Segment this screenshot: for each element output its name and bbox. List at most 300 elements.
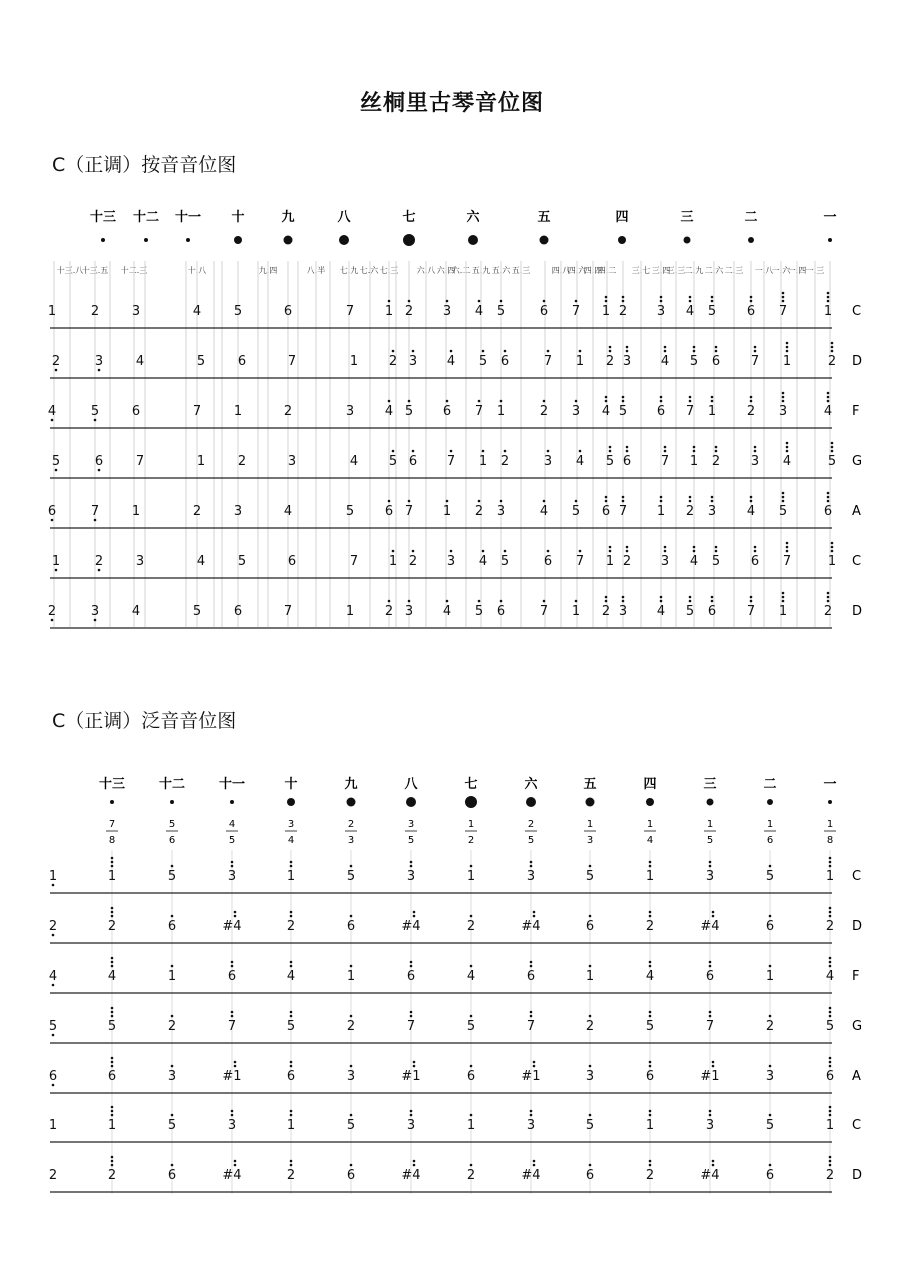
octave-dot — [533, 1164, 536, 1167]
note: 3 — [131, 304, 141, 319]
note: 4 — [446, 354, 456, 369]
note: 4 — [601, 404, 611, 419]
open-string-note: 5 — [48, 1019, 58, 1034]
octave-dot — [693, 446, 696, 449]
octave-dot — [754, 546, 757, 549]
octave-dot — [589, 915, 592, 918]
octave-dot — [693, 450, 696, 453]
ratio-denominator: 5 — [228, 835, 236, 846]
note: 5 — [388, 454, 398, 469]
octave-dot — [482, 550, 485, 553]
octave-dot — [290, 1110, 293, 1113]
note: 4 — [575, 454, 585, 469]
octave-dot — [829, 1114, 832, 1117]
hui-label: 十三 — [98, 777, 126, 792]
note: 6 — [47, 504, 57, 519]
octave-dot — [408, 300, 411, 303]
ratio-numerator: 1 — [826, 819, 834, 830]
note: 1 — [601, 304, 611, 319]
octave-dot — [831, 542, 834, 545]
hui-dot — [646, 798, 654, 806]
octave-dot — [664, 546, 667, 549]
octave-dot — [829, 1011, 832, 1014]
string-key-label: A — [852, 1069, 861, 1084]
octave-dot — [392, 450, 395, 453]
octave-dot — [622, 596, 625, 599]
hui-dot — [144, 238, 148, 242]
note: 1 — [605, 554, 615, 569]
octave-dot — [589, 1015, 592, 1018]
hui-dot — [234, 236, 242, 244]
note: 1 — [478, 454, 488, 469]
sub-hui-label: 五.九 — [471, 266, 491, 275]
octave-dot — [786, 542, 789, 545]
octave-dot — [171, 1015, 174, 1018]
note: 3 — [404, 604, 414, 619]
harmonic-note: 1 — [466, 869, 476, 884]
hui-label: 十一 — [174, 210, 202, 225]
ratio-denominator: 8 — [826, 835, 834, 846]
hui-label: 一 — [823, 777, 837, 792]
note: 3 — [750, 454, 760, 469]
octave-dot — [649, 915, 652, 918]
octave-dot — [829, 907, 832, 910]
octave-dot — [712, 1160, 715, 1163]
octave-dot — [413, 1061, 416, 1064]
note: 1 — [575, 354, 585, 369]
octave-dot — [231, 861, 234, 864]
octave-dot — [715, 350, 718, 353]
octave-dot — [750, 296, 753, 299]
octave-dot — [171, 1065, 174, 1068]
note: 1 — [131, 504, 141, 519]
harmonic-note: 6 — [406, 969, 416, 984]
octave-dot — [388, 400, 391, 403]
octave-dot — [543, 300, 546, 303]
note: 4 — [384, 404, 394, 419]
octave-dot — [769, 865, 772, 868]
octave-dot — [782, 496, 785, 499]
octave-dot — [715, 346, 718, 349]
hui-dot — [540, 236, 549, 245]
octave-dot — [649, 1114, 652, 1117]
octave-dot — [111, 857, 114, 860]
note: 3 — [442, 304, 452, 319]
sub-hui-label: 三.七 — [631, 266, 651, 275]
octave-dot — [605, 400, 608, 403]
sub-hui-label: 一.四 — [787, 266, 807, 275]
octave-dot — [231, 1015, 234, 1018]
octave-dot — [829, 861, 832, 864]
octave-dot — [711, 396, 714, 399]
octave-dot — [754, 450, 757, 453]
octave-dot — [530, 1015, 533, 1018]
octave-dot — [111, 1156, 114, 1159]
hui-dot — [684, 237, 691, 244]
sub-hui-label: 四.六 — [567, 266, 587, 275]
harmonic-note: 4 — [107, 969, 117, 984]
note: 7 — [283, 604, 293, 619]
octave-dot — [500, 500, 503, 503]
octave-dot — [689, 296, 692, 299]
octave-dot — [290, 865, 293, 868]
note: 6 — [496, 604, 506, 619]
harmonic-note: 3 — [406, 869, 416, 884]
hui-dot — [230, 800, 234, 804]
sub-hui-label: 四.八 — [551, 266, 571, 275]
octave-dot — [171, 965, 174, 968]
note: 7 — [474, 404, 484, 419]
note: 7 — [404, 504, 414, 519]
octave-dot — [709, 861, 712, 864]
octave-dot — [689, 396, 692, 399]
octave-dot — [446, 500, 449, 503]
octave-dot — [689, 400, 692, 403]
octave-dot — [478, 400, 481, 403]
note: 5 — [478, 354, 488, 369]
octave-dot — [786, 346, 789, 349]
octave-dot — [689, 496, 692, 499]
octave-dot — [660, 500, 663, 503]
octave-dot — [52, 1034, 55, 1037]
note: 2 — [823, 604, 833, 619]
open-string-note: 6 — [48, 1069, 58, 1084]
note: 2 — [618, 304, 628, 319]
octave-dot — [111, 1114, 114, 1117]
note: 5 — [778, 504, 788, 519]
note: 4 — [660, 354, 670, 369]
sub-hui-label: 十.八 — [187, 266, 207, 275]
octave-dot — [388, 300, 391, 303]
octave-dot — [111, 915, 114, 918]
sub-hui-label: 一.八 — [754, 266, 774, 275]
note: 2 — [192, 504, 202, 519]
hui-label: 七 — [402, 210, 416, 225]
octave-dot — [712, 1164, 715, 1167]
harmonic-note: #4 — [700, 919, 720, 934]
note: 6 — [622, 454, 632, 469]
octave-dot — [51, 619, 54, 622]
octave-dot — [829, 1106, 832, 1109]
octave-dot — [715, 546, 718, 549]
harmonic-note: #4 — [222, 1168, 242, 1183]
octave-dot — [660, 496, 663, 499]
harmonic-note: 4 — [466, 969, 476, 984]
harmonic-note: 6 — [765, 1168, 775, 1183]
octave-dot — [754, 350, 757, 353]
hui-dot — [526, 797, 536, 807]
octave-dot — [500, 600, 503, 603]
note: 6 — [384, 504, 394, 519]
octave-dot — [530, 965, 533, 968]
sub-hui-label: 四.二 — [597, 266, 617, 275]
octave-dot — [413, 1160, 416, 1163]
sub-hui-label: 三.四 — [651, 266, 671, 275]
octave-dot — [750, 500, 753, 503]
note: 6 — [408, 454, 418, 469]
octave-dot — [649, 961, 652, 964]
harmonic-note: 1 — [825, 1118, 835, 1133]
sub-hui-label: 九.四 — [258, 266, 278, 275]
octave-dot — [547, 350, 550, 353]
note: 2 — [94, 554, 104, 569]
octave-dot — [649, 1061, 652, 1064]
hui-label: 二 — [763, 777, 777, 792]
octave-dot — [782, 392, 785, 395]
octave-dot — [478, 500, 481, 503]
harmonic-note: #1 — [401, 1069, 421, 1084]
ratio-denominator: 6 — [766, 835, 774, 846]
note: 2 — [711, 454, 721, 469]
octave-dot — [750, 496, 753, 499]
octave-dot — [450, 550, 453, 553]
note: 5 — [618, 404, 628, 419]
hui-label: 九 — [344, 777, 358, 792]
hui-dot — [707, 799, 714, 806]
ratio-numerator: 5 — [168, 819, 176, 830]
octave-dot — [94, 419, 97, 422]
octave-dot — [111, 1007, 114, 1010]
octave-dot — [52, 1084, 55, 1087]
open-string-note: 1 — [48, 869, 58, 884]
octave-dot — [829, 911, 832, 914]
octave-dot — [829, 1065, 832, 1068]
harmonic-note: 3 — [765, 1069, 775, 1084]
octave-dot — [234, 1164, 237, 1167]
octave-dot — [750, 600, 753, 603]
harmonic-note: 5 — [286, 1019, 296, 1034]
octave-dot — [711, 400, 714, 403]
octave-dot — [234, 911, 237, 914]
octave-dot — [234, 915, 237, 918]
note: 1 — [827, 554, 837, 569]
octave-dot — [589, 865, 592, 868]
hui-dot — [284, 236, 293, 245]
note: 4 — [47, 404, 57, 419]
octave-dot — [831, 342, 834, 345]
octave-dot — [605, 296, 608, 299]
octave-dot — [750, 596, 753, 599]
note: 1 — [778, 604, 788, 619]
harmonic-note: 2 — [466, 1168, 476, 1183]
note: 5 — [90, 404, 100, 419]
sub-hui-label: 一.三 — [805, 266, 825, 275]
ratio-denominator: 5 — [407, 835, 415, 846]
octave-dot — [231, 1011, 234, 1014]
octave-dot — [171, 915, 174, 918]
octave-dot — [786, 442, 789, 445]
note: 7 — [685, 404, 695, 419]
note: 2 — [605, 354, 615, 369]
octave-dot — [782, 596, 785, 599]
hui-label: 二 — [744, 210, 758, 225]
octave-dot — [786, 450, 789, 453]
note: 3 — [135, 554, 145, 569]
octave-dot — [51, 519, 54, 522]
string-key-label: D — [852, 1168, 863, 1183]
octave-dot — [350, 1114, 353, 1117]
octave-dot — [754, 446, 757, 449]
hui-dot — [618, 236, 626, 244]
octave-dot — [622, 396, 625, 399]
note: 4 — [442, 604, 452, 619]
octave-dot — [412, 450, 415, 453]
octave-dot — [829, 1110, 832, 1113]
octave-dot — [709, 1114, 712, 1117]
note: 2 — [622, 554, 632, 569]
octave-dot — [111, 1061, 114, 1064]
octave-dot — [547, 550, 550, 553]
octave-dot — [782, 396, 785, 399]
octave-dot — [350, 915, 353, 918]
octave-dot — [782, 592, 785, 595]
harmonic-note: 6 — [825, 1069, 835, 1084]
open-string-note: 4 — [48, 969, 58, 984]
harmonic-note: #4 — [401, 919, 421, 934]
octave-dot — [388, 500, 391, 503]
octave-dot — [547, 450, 550, 453]
octave-dot — [392, 350, 395, 353]
octave-dot — [350, 1015, 353, 1018]
sub-hui-label: 八.半 — [306, 266, 326, 275]
harmonic-note: 2 — [825, 919, 835, 934]
octave-dot — [712, 915, 715, 918]
octave-dot — [350, 865, 353, 868]
ratio-numerator: 3 — [407, 819, 415, 830]
octave-dot — [55, 369, 58, 372]
octave-dot — [622, 400, 625, 403]
hui-dot — [748, 237, 754, 243]
octave-dot — [649, 861, 652, 864]
octave-dot — [829, 957, 832, 960]
octave-dot — [111, 1106, 114, 1109]
note: 5 — [192, 604, 202, 619]
note: 3 — [94, 354, 104, 369]
hui-dot — [586, 798, 595, 807]
harmonic-note: 4 — [825, 969, 835, 984]
octave-dot — [689, 596, 692, 599]
hui-label: 五 — [537, 210, 551, 225]
harmonic-note: 4 — [286, 969, 296, 984]
note: 4 — [782, 454, 792, 469]
hui-dot — [465, 796, 477, 808]
octave-dot — [111, 907, 114, 910]
octave-dot — [413, 915, 416, 918]
harmonic-note: #1 — [521, 1069, 541, 1084]
note: 7 — [782, 554, 792, 569]
octave-dot — [689, 600, 692, 603]
octave-dot — [709, 1110, 712, 1113]
page-title: 丝桐里古琴音位图 — [359, 91, 544, 116]
octave-dot — [750, 300, 753, 303]
octave-dot — [413, 911, 416, 914]
note: 7 — [543, 354, 553, 369]
octave-dot — [709, 961, 712, 964]
octave-dot — [171, 1164, 174, 1167]
note: 7 — [571, 304, 581, 319]
note: 3 — [233, 504, 243, 519]
hui-dot — [101, 238, 105, 242]
harmonic-note: 7 — [227, 1019, 237, 1034]
octave-dot — [111, 911, 114, 914]
octave-dot — [831, 550, 834, 553]
octave-dot — [231, 965, 234, 968]
octave-dot — [410, 1015, 413, 1018]
octave-dot — [709, 865, 712, 868]
octave-dot — [111, 957, 114, 960]
octave-dot — [831, 446, 834, 449]
octave-dot — [786, 446, 789, 449]
octave-dot — [543, 400, 546, 403]
octave-dot — [589, 1114, 592, 1117]
octave-dot — [626, 350, 629, 353]
hui-label: 十二 — [158, 777, 186, 792]
hui-label: 六 — [524, 777, 538, 792]
note: 1 — [656, 504, 666, 519]
hui-label: 四 — [643, 777, 657, 792]
harmonic-note: 6 — [107, 1069, 117, 1084]
sub-hui-label: 二.九 — [684, 266, 704, 275]
octave-dot — [290, 1164, 293, 1167]
octave-dot — [392, 550, 395, 553]
octave-dot — [829, 865, 832, 868]
octave-dot — [171, 1114, 174, 1117]
octave-dot — [500, 400, 503, 403]
note: 4 — [478, 554, 488, 569]
harmonic-note: 6 — [346, 1168, 356, 1183]
octave-dot — [609, 450, 612, 453]
note: 7 — [575, 554, 585, 569]
sub-hui-label: 十二.三 — [120, 266, 148, 275]
note: 4 — [539, 504, 549, 519]
harmonic-note: 7 — [705, 1019, 715, 1034]
harmonic-note: 1 — [585, 969, 595, 984]
note: 4 — [131, 604, 141, 619]
harmonic-note: 3 — [346, 1069, 356, 1084]
octave-dot — [350, 1164, 353, 1167]
note: 4 — [474, 304, 484, 319]
harmonic-tone-chart — [0, 762, 904, 1202]
harmonic-note: 6 — [286, 1069, 296, 1084]
octave-dot — [533, 1061, 536, 1064]
hui-dot — [110, 800, 114, 804]
note: 4 — [656, 604, 666, 619]
note: 7 — [192, 404, 202, 419]
note: 7 — [446, 454, 456, 469]
ratio-numerator: 4 — [228, 819, 236, 830]
octave-dot — [754, 346, 757, 349]
harmonic-note: 5 — [645, 1019, 655, 1034]
octave-dot — [410, 1011, 413, 1014]
octave-dot — [693, 546, 696, 549]
note: 5 — [707, 304, 717, 319]
octave-dot — [827, 600, 830, 603]
note: 6 — [543, 554, 553, 569]
note: 1 — [388, 554, 398, 569]
ratio-numerator: 3 — [287, 819, 295, 830]
octave-dot — [413, 1065, 416, 1068]
ratio-denominator: 4 — [287, 835, 295, 846]
octave-dot — [111, 961, 114, 964]
octave-dot — [478, 300, 481, 303]
octave-dot — [782, 400, 785, 403]
octave-dot — [664, 450, 667, 453]
octave-dot — [410, 1114, 413, 1117]
octave-dot — [609, 346, 612, 349]
octave-dot — [829, 1160, 832, 1163]
harmonic-note: 6 — [346, 919, 356, 934]
harmonic-note: 5 — [346, 1118, 356, 1133]
